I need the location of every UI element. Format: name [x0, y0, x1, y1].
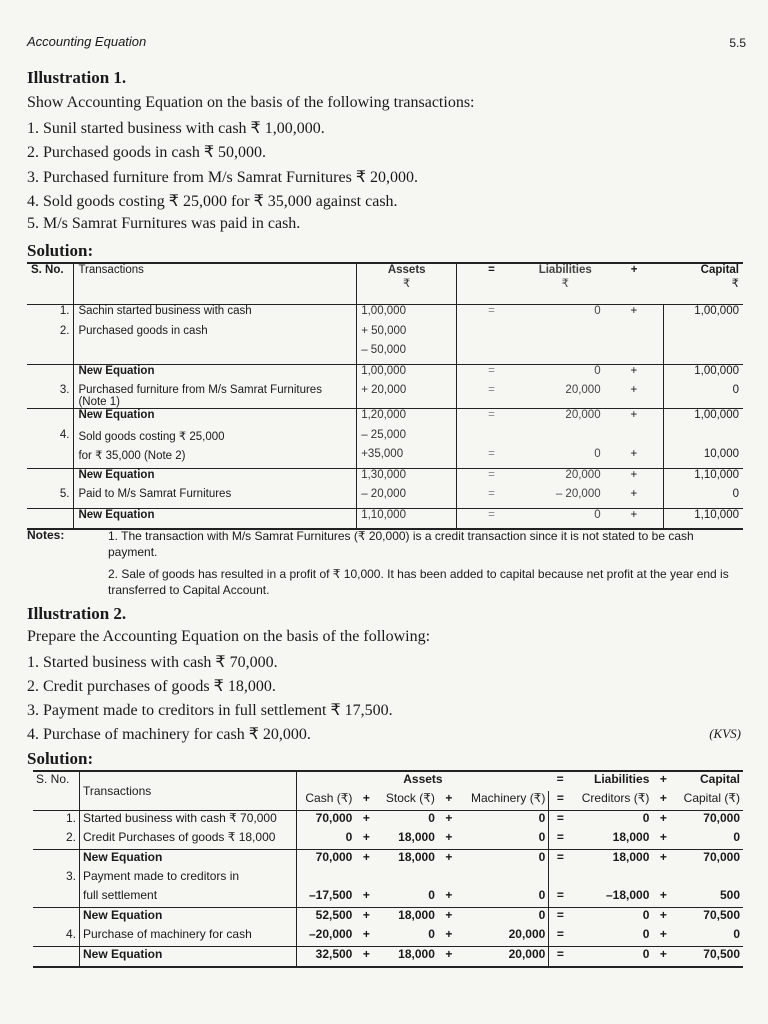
cell-p3: + — [659, 927, 667, 941]
cell-tr: Payment made to creditors in — [80, 869, 297, 888]
cell-eq: = — [457, 364, 526, 384]
cell-cash: 0 — [297, 830, 356, 850]
cell-eq — [457, 429, 526, 449]
cell-sno — [33, 888, 80, 908]
cell-assets: 1,00,000 — [357, 305, 457, 325]
cell-liab: 0 — [594, 448, 601, 460]
cell-tr: Credit Purchases of goods ₹ 18,000 — [80, 830, 297, 850]
list-item: 1. Started business with cash ₹ 70,000. — [27, 654, 278, 671]
cell-sno: 2. — [27, 325, 74, 345]
cell-p2: + — [445, 811, 453, 825]
cell-cap: 1,00,000 — [664, 409, 743, 429]
list-item: 2. Credit purchases of goods ₹ 18,000. — [27, 678, 276, 695]
cell-eq: = — [556, 927, 564, 941]
cell-plus: + — [630, 384, 638, 396]
cell-p2: + — [438, 908, 460, 928]
cell-sno — [33, 908, 80, 928]
cell-plus: + — [605, 468, 664, 488]
cell-p2: + — [438, 947, 460, 968]
cell-eq: = — [457, 468, 526, 488]
cell-cap: 1,00,000 — [664, 305, 743, 325]
cell-cred: 18,000 — [571, 850, 652, 870]
cell-eq: = — [488, 488, 495, 500]
cell-p3: + — [659, 888, 667, 902]
cell-plus — [605, 429, 664, 449]
col-assets: Assets — [403, 772, 443, 786]
cell-liab: 20,000 — [565, 384, 601, 396]
cell-tr: New Equation — [80, 908, 297, 928]
cell-cred: 0 — [571, 908, 652, 928]
cell-mach: 0 — [460, 888, 549, 908]
col-sno: S. No. — [27, 263, 74, 305]
cell-cap: 70,500 — [674, 908, 743, 928]
cell-stock: 0 — [428, 888, 435, 902]
cell-tr: Purchased goods in cash — [74, 325, 357, 345]
cell-stock: 18,000 — [377, 947, 438, 968]
cell-cap: 70,500 — [674, 947, 743, 968]
col-cash: Cash (₹) — [305, 791, 353, 805]
cell-liab: 20,000 — [526, 409, 605, 429]
cell-p1: + — [355, 908, 377, 928]
cell-liab — [526, 325, 605, 345]
table-row — [33, 811, 743, 831]
cell-cap — [664, 325, 743, 345]
cell-cap: 1,10,000 — [664, 468, 743, 488]
cell-eq: = — [488, 384, 495, 396]
cell-mach: 0 — [460, 811, 549, 831]
cell-mach — [460, 869, 549, 888]
table-row — [27, 364, 743, 384]
cell-liab: 0 — [526, 364, 605, 384]
cell-cred — [571, 869, 652, 888]
cell-tr: New Equation — [74, 508, 357, 529]
cell-p2: + — [438, 850, 460, 870]
cell-cap — [664, 429, 743, 449]
cell-p2 — [438, 869, 460, 888]
cell-cash: –20,000 — [297, 927, 356, 947]
table-row — [27, 344, 743, 364]
cell-p1 — [355, 869, 377, 888]
cell-liab — [526, 429, 605, 449]
cell-cap: 0 — [664, 384, 743, 409]
cell-cred: 0 — [571, 947, 652, 968]
cell-sno — [27, 409, 74, 429]
table-row — [27, 468, 743, 488]
op-plus: + — [445, 791, 453, 805]
op-plus: + — [659, 791, 667, 805]
col-capital: Capital — [699, 772, 740, 786]
table-row — [27, 448, 743, 468]
cell-tr: New Equation — [74, 409, 357, 429]
cell-cash: 70,000 — [297, 811, 356, 831]
cell-p3 — [652, 869, 674, 888]
col-assets: Assets ₹ — [357, 263, 457, 305]
cell-p1: + — [355, 850, 377, 870]
col-transactions: Transactions — [80, 771, 297, 811]
table-row — [27, 508, 743, 529]
cell-cap: 1,10,000 — [664, 508, 743, 529]
cell-mach: 0 — [460, 908, 549, 928]
cell-p3: + — [659, 811, 667, 825]
cell-cap: 70,000 — [703, 811, 740, 825]
cell-p3: + — [659, 830, 667, 844]
cell-tr: New Equation — [80, 850, 297, 870]
cell-cap — [664, 344, 743, 364]
cell-cap: 0 — [664, 488, 743, 508]
illustration-2-instruction: Prepare the Accounting Equation on the basis of the following: — [27, 628, 431, 645]
cell-cap: 10,000 — [664, 448, 743, 468]
table-row — [33, 908, 743, 928]
cell-cash: 52,500 — [297, 908, 356, 928]
table-row — [33, 888, 743, 908]
cell-liab: 0 — [594, 305, 601, 317]
cell-cred: –18,000 — [605, 888, 650, 902]
cell-stock — [377, 869, 438, 888]
col-equals: = — [457, 263, 526, 305]
cell-tr: Sachin started business with cash — [74, 305, 357, 325]
cell-stock: 0 — [428, 927, 435, 941]
cell-sno: 1. — [33, 811, 80, 831]
cell-liab: 0 — [526, 508, 605, 529]
solution-2-label: Solution: — [27, 749, 94, 768]
cell-tr: Sold goods costing ₹ 25,000 — [74, 429, 357, 449]
cell-eq: = — [549, 908, 572, 928]
cell-plus: + — [630, 305, 638, 317]
cell-sno — [27, 364, 74, 384]
accounting-equation-table-2 — [33, 770, 743, 968]
cell-eq: = — [457, 508, 526, 529]
cell-assets: 1,00,000 — [357, 364, 457, 384]
cell-eq — [457, 325, 526, 345]
cell-plus: + — [605, 508, 664, 529]
table-row — [27, 305, 743, 325]
cell-sno — [27, 468, 74, 488]
cell-eq: = — [549, 850, 572, 870]
cell-liab: 20,000 — [526, 468, 605, 488]
cell-tr: full settlement — [80, 888, 297, 908]
list-item: 4. Sold goods costing ₹ 25,000 for ₹ 35,000 against cash. — [27, 193, 398, 210]
cell-p1: + — [355, 947, 377, 968]
cell-sno — [27, 508, 74, 529]
col-transactions: Transactions — [74, 263, 357, 305]
col-plus: + — [605, 263, 664, 305]
cell-sno: 5. — [27, 488, 74, 508]
list-item: 4. Purchase of machinery for cash ₹ 20,000. — [27, 726, 311, 743]
cell-p1: + — [362, 927, 370, 941]
col-liabilities: Liabilities ₹ — [526, 263, 605, 305]
cell-assets: – 25,000 — [357, 429, 457, 449]
cell-plus — [605, 344, 664, 364]
cell-cred: 18,000 — [612, 830, 650, 844]
cell-cap: 500 — [719, 888, 740, 902]
cell-stock: 0 — [428, 811, 435, 825]
cell-sno: 3. — [33, 869, 80, 888]
col-equals: = — [556, 772, 564, 786]
cell-sno: 3. — [27, 384, 74, 409]
cell-tr: Purchase of machinery for cash — [80, 927, 297, 947]
cell-p2: + — [445, 830, 453, 844]
col-creditors: Creditors (₹) — [581, 791, 650, 805]
cell-assets: + 50,000 — [357, 325, 457, 345]
cell-assets: – 20,000 — [357, 488, 457, 508]
op-plus: + — [362, 791, 370, 805]
cell-stock: 18,000 — [377, 850, 438, 870]
cell-assets: + 20,000 — [357, 384, 457, 409]
note-item: 2. Sale of goods has resulted in a profit of ₹ 10,000. It has been added to capital because net profit at the year end is transferred to Capital Account. — [108, 567, 729, 597]
cell-stock: 18,000 — [398, 830, 435, 844]
cell-tr: Started business with cash ₹ 70,000 — [80, 811, 297, 831]
cell-tr — [74, 344, 357, 364]
list-item: 5. M/s Samrat Furnitures was paid in cash. — [27, 215, 301, 232]
cell-assets: 1,30,000 — [357, 468, 457, 488]
cell-sno: 4. — [27, 429, 74, 449]
cell-tr: Purchased furniture from M/s Samrat Furnitures (Note 1) — [74, 384, 357, 409]
cell-cash: 32,500 — [297, 947, 356, 968]
cell-plus: + — [630, 448, 638, 460]
cell-sno — [27, 344, 74, 364]
cell-cap — [674, 869, 743, 888]
table-row — [27, 384, 743, 409]
accounting-equation-table-1 — [27, 262, 743, 530]
cell-mach: 0 — [460, 830, 549, 850]
col-machinery: Machinery (₹) — [460, 791, 549, 811]
cell-liab — [526, 344, 605, 364]
col-capital: Capital ₹ — [664, 263, 743, 305]
notes-label: Notes: — [27, 528, 65, 542]
table-row — [33, 869, 743, 888]
cell-stock: 18,000 — [377, 908, 438, 928]
col-stock: Stock (₹) — [385, 791, 435, 805]
cell-assets: +35,000 — [357, 448, 457, 468]
cell-assets: 1,20,000 — [357, 409, 457, 429]
cell-plus: + — [605, 364, 664, 384]
cell-p1: + — [362, 830, 370, 844]
cell-tr: Paid to M/s Samrat Furnitures — [74, 488, 357, 508]
cell-sno — [33, 947, 80, 968]
cell-eq — [457, 344, 526, 364]
cell-tr: New Equation — [74, 364, 357, 384]
col-capital-unit: Capital (₹) — [683, 791, 740, 805]
table-row — [27, 325, 743, 345]
cell-cap: 0 — [733, 830, 740, 844]
cell-eq: = — [556, 888, 564, 902]
cell-eq: = — [549, 947, 572, 968]
table-row — [27, 409, 743, 429]
cell-eq: = — [488, 305, 495, 317]
table-row — [27, 429, 743, 449]
cell-p1: + — [362, 888, 370, 902]
cell-p3: + — [652, 850, 674, 870]
cell-cap: 1,00,000 — [664, 364, 743, 384]
cell-eq: = — [457, 409, 526, 429]
table-row — [33, 850, 743, 870]
cell-p3: + — [652, 908, 674, 928]
list-item: 1. Sunil started business with cash ₹ 1,00,000. — [27, 120, 325, 137]
table-row — [33, 927, 743, 947]
list-item: 3. Payment made to creditors in full settlement ₹ 17,500. — [27, 702, 393, 719]
cell-eq — [549, 869, 572, 888]
cell-mach: 20,000 — [460, 927, 549, 947]
cell-sno — [33, 850, 80, 870]
col-sno: S. No. — [33, 771, 80, 811]
cell-plus — [605, 325, 664, 345]
cell-cap: 70,000 — [674, 850, 743, 870]
cell-assets: – 50,000 — [357, 344, 457, 364]
cell-cash: 70,000 — [297, 850, 356, 870]
cell-cap: 0 — [733, 927, 740, 941]
cell-tr: New Equation — [80, 947, 297, 968]
cell-eq: = — [556, 811, 564, 825]
cell-eq: = — [488, 448, 495, 460]
cell-eq: = — [556, 830, 564, 844]
illustration-1-heading: Illustration 1. — [27, 68, 127, 87]
cell-cred: 0 — [642, 927, 650, 941]
cell-sno: 4. — [33, 927, 80, 947]
cell-mach: 0 — [460, 850, 549, 870]
cell-tr: New Equation — [74, 468, 357, 488]
col-liabilities: Liabilities — [594, 772, 650, 786]
illustration-2-heading: Illustration 2. — [27, 604, 127, 623]
cell-sno — [27, 448, 74, 468]
cell-tr: for ₹ 35,000 (Note 2) — [74, 448, 357, 468]
cell-cash: –17,500 — [297, 888, 356, 908]
cell-sno: 2. — [33, 830, 80, 850]
list-item: 3. Purchased furniture from M/s Samrat Furnitures ₹ 20,000. — [27, 169, 419, 186]
page-number: 5.5 — [729, 36, 746, 50]
solution-1-label: Solution: — [27, 241, 94, 260]
table-row — [27, 488, 743, 508]
running-header: Accounting Equation — [27, 34, 147, 49]
cell-plus: + — [605, 409, 664, 429]
cell-p3: + — [652, 947, 674, 968]
cell-mach: 20,000 — [460, 947, 549, 968]
cell-assets: 1,10,000 — [357, 508, 457, 529]
cell-p2: + — [445, 888, 453, 902]
cell-p2: + — [445, 927, 453, 941]
cell-cash — [297, 869, 356, 888]
cell-p1: + — [362, 811, 370, 825]
col-plus: + — [659, 772, 667, 786]
op-equals: = — [556, 791, 564, 805]
table-row — [33, 830, 743, 850]
list-item: 2. Purchased goods in cash ₹ 50,000. — [27, 144, 267, 161]
source-tag: (KVS) — [709, 726, 741, 741]
illustration-1-instruction: Show Accounting Equation on the basis of the following transactions: — [27, 94, 475, 111]
table-row — [33, 947, 743, 968]
note-item: 1. The transaction with M/s Samrat Furnitures (₹ 20,000) is a credit transaction since it is not stated to be cash payment. — [108, 529, 694, 559]
cell-liab: – 20,000 — [555, 488, 601, 500]
cell-cred: 0 — [642, 811, 650, 825]
cell-sno: 1. — [27, 305, 74, 325]
cell-plus: + — [630, 488, 638, 500]
